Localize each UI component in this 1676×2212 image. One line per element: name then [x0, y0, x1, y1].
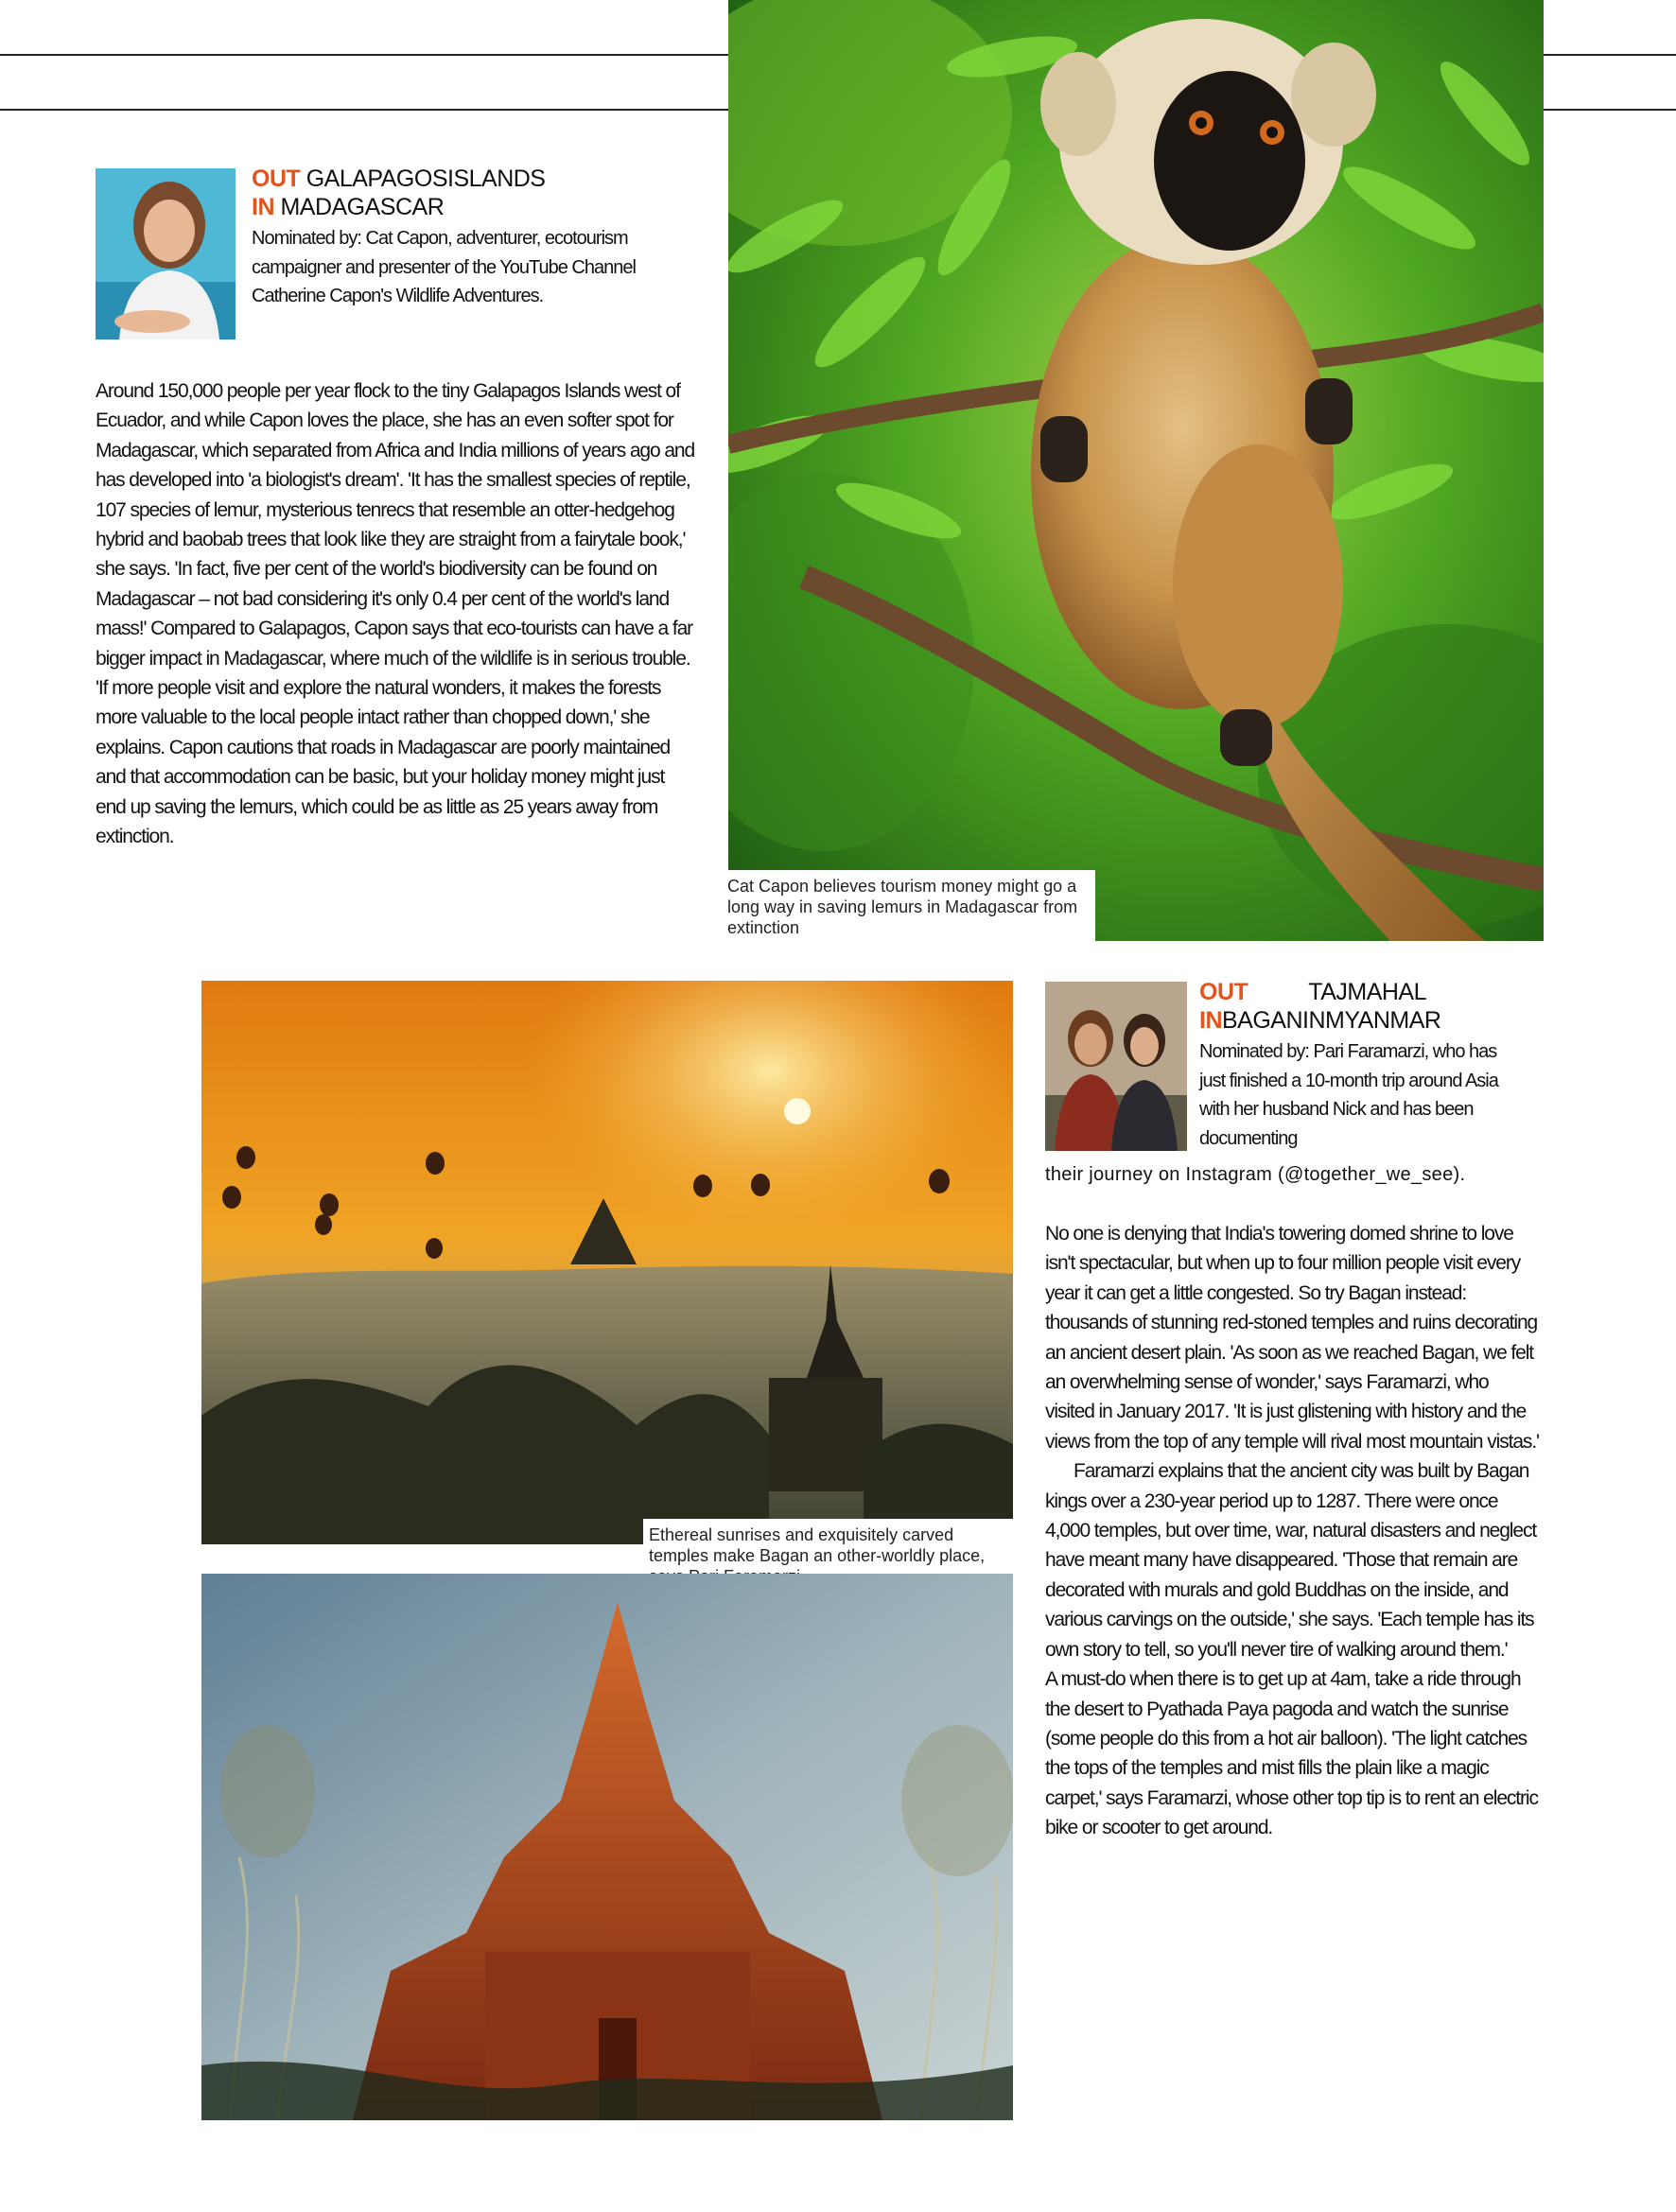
- bagan-temple-photo: [201, 1574, 1013, 2120]
- article1-nominated: Nominated by: Cat Capon, adventurer, ecotourism campaigner and presenter of the YouTube Channel Catherine Capon's Wildlife Adventures.: [252, 228, 636, 306]
- article1-paragraph: Around 150,000 people per year flock to the tiny Galapagos Islands west of Ecuador, and while Capon loves the place, she has an even softer spot for Madagascar, which separated from Africa and India millions of years ago and has developed into 'a biologist's dream'. 'It has the smallest species of reptile, 107 species of lemur, mysterious tenrecs that resemble an otter-hedgehog hybrid and baobab trees that look like they are straight from a fairytale book,' she says. 'In fact, five per cent of the world's biodiversity can be found on Madagascar – not bad considering it's only 0.4 per cent of the world's land mass!' Compared to Galapagos, Capon says that eco-tourists can have a far bigger impact in Madagascar, where much of the wildlife is in serious trouble. 'If more people visit and explore the natural wonders, it makes the forests more valuable to the local people intact rather than chopped down,' she explains. Capon cautions that roads in Madagascar are poorly maintained and that accommodation can be basic, but your holiday money might just end up saving the lemurs, which could be as little as 25 years away from extinction.: [96, 380, 695, 848]
- in-label: IN: [1199, 1007, 1222, 1034]
- in-destination: MADAGASCAR: [280, 194, 445, 220]
- top-rule-left: [0, 54, 728, 56]
- article2-nominated: Nominated by: Pari Faramarzi, who has just finished a 10-month trip around Asia with her husband Nick and has been documenting: [1199, 1041, 1498, 1149]
- out-label: OUT: [252, 165, 301, 192]
- bagan-photo-caption: Ethereal sunrises and exquisitely carved temples make Bagan an other-worldly place,: [643, 1519, 1021, 1604]
- lemur-photo-caption: Cat Capon believes tourism money might go a long way in saving lemurs in Madagascar from extinction: [722, 870, 1095, 941]
- out-destination: GALAPAGOSISLANDS: [306, 165, 546, 192]
- article1-heading: [252, 165, 630, 221]
- article2-heading: [1199, 978, 1615, 1035]
- out-destination: TAJMAHAL: [1308, 979, 1427, 1005]
- faramarzi-portrait: [1045, 982, 1187, 1151]
- article2-nominated-tail: their journey on Instagram (@together_we_see).: [1045, 1164, 1466, 1185]
- cat-capon-portrait: [96, 168, 236, 340]
- out-label: OUT: [1199, 979, 1248, 1005]
- article2-paragraph-3: A must-do when there is to get up at 4am, take a ride through the desert to Pyathada Paya pagoda and watch the sunrise (some people do this from a hot air balloon). 'The light catches the tops of the temples and mist fills the plain like a magic carpet,' says Faramarzi, whose other top tip is to rent an electric bike or scooter to get around.: [1045, 1668, 1538, 1839]
- in-destination: BAGANINMYANMAR: [1222, 1007, 1441, 1034]
- lemur-photo: [728, 0, 1544, 941]
- article2-paragraph-1: No one is denying that India's towering domed shrine to love isn't spectacular, but when up to four million people visit every year it can get a little congested. So try Bagan instead: thousands of stunning red-stoned temples and ruins decorating an ancient desert plain. 'As soon as we reached Bagan, we felt an overwhelming sense of wonder,' says Faramarzi, who visited in January 2017. 'It is just glistening with history and the views from the top of any temple will rival most mountain vistas.': [1045, 1223, 1539, 1453]
- article2-paragraph-2: Faramarzi explains that the ancient city was built by Bagan kings over a 230-year period up to 1287. There were once 4,000 temples, but over time, war, natural disasters and neglect have meant many have disappeared. 'Those that remain are decorated with murals and gold Buddhas on the inside, and various carvings on the outside,' she says. 'Each temple has its own story to tell, so you'll never tire of walking around them.': [1045, 1460, 1537, 1661]
- article1-body: [96, 376, 695, 852]
- in-label: IN: [252, 194, 274, 220]
- bagan-sunrise-photo: [201, 981, 1013, 1544]
- article2-body: [1045, 1219, 1539, 1843]
- top-rule-right: [1544, 54, 1676, 56]
